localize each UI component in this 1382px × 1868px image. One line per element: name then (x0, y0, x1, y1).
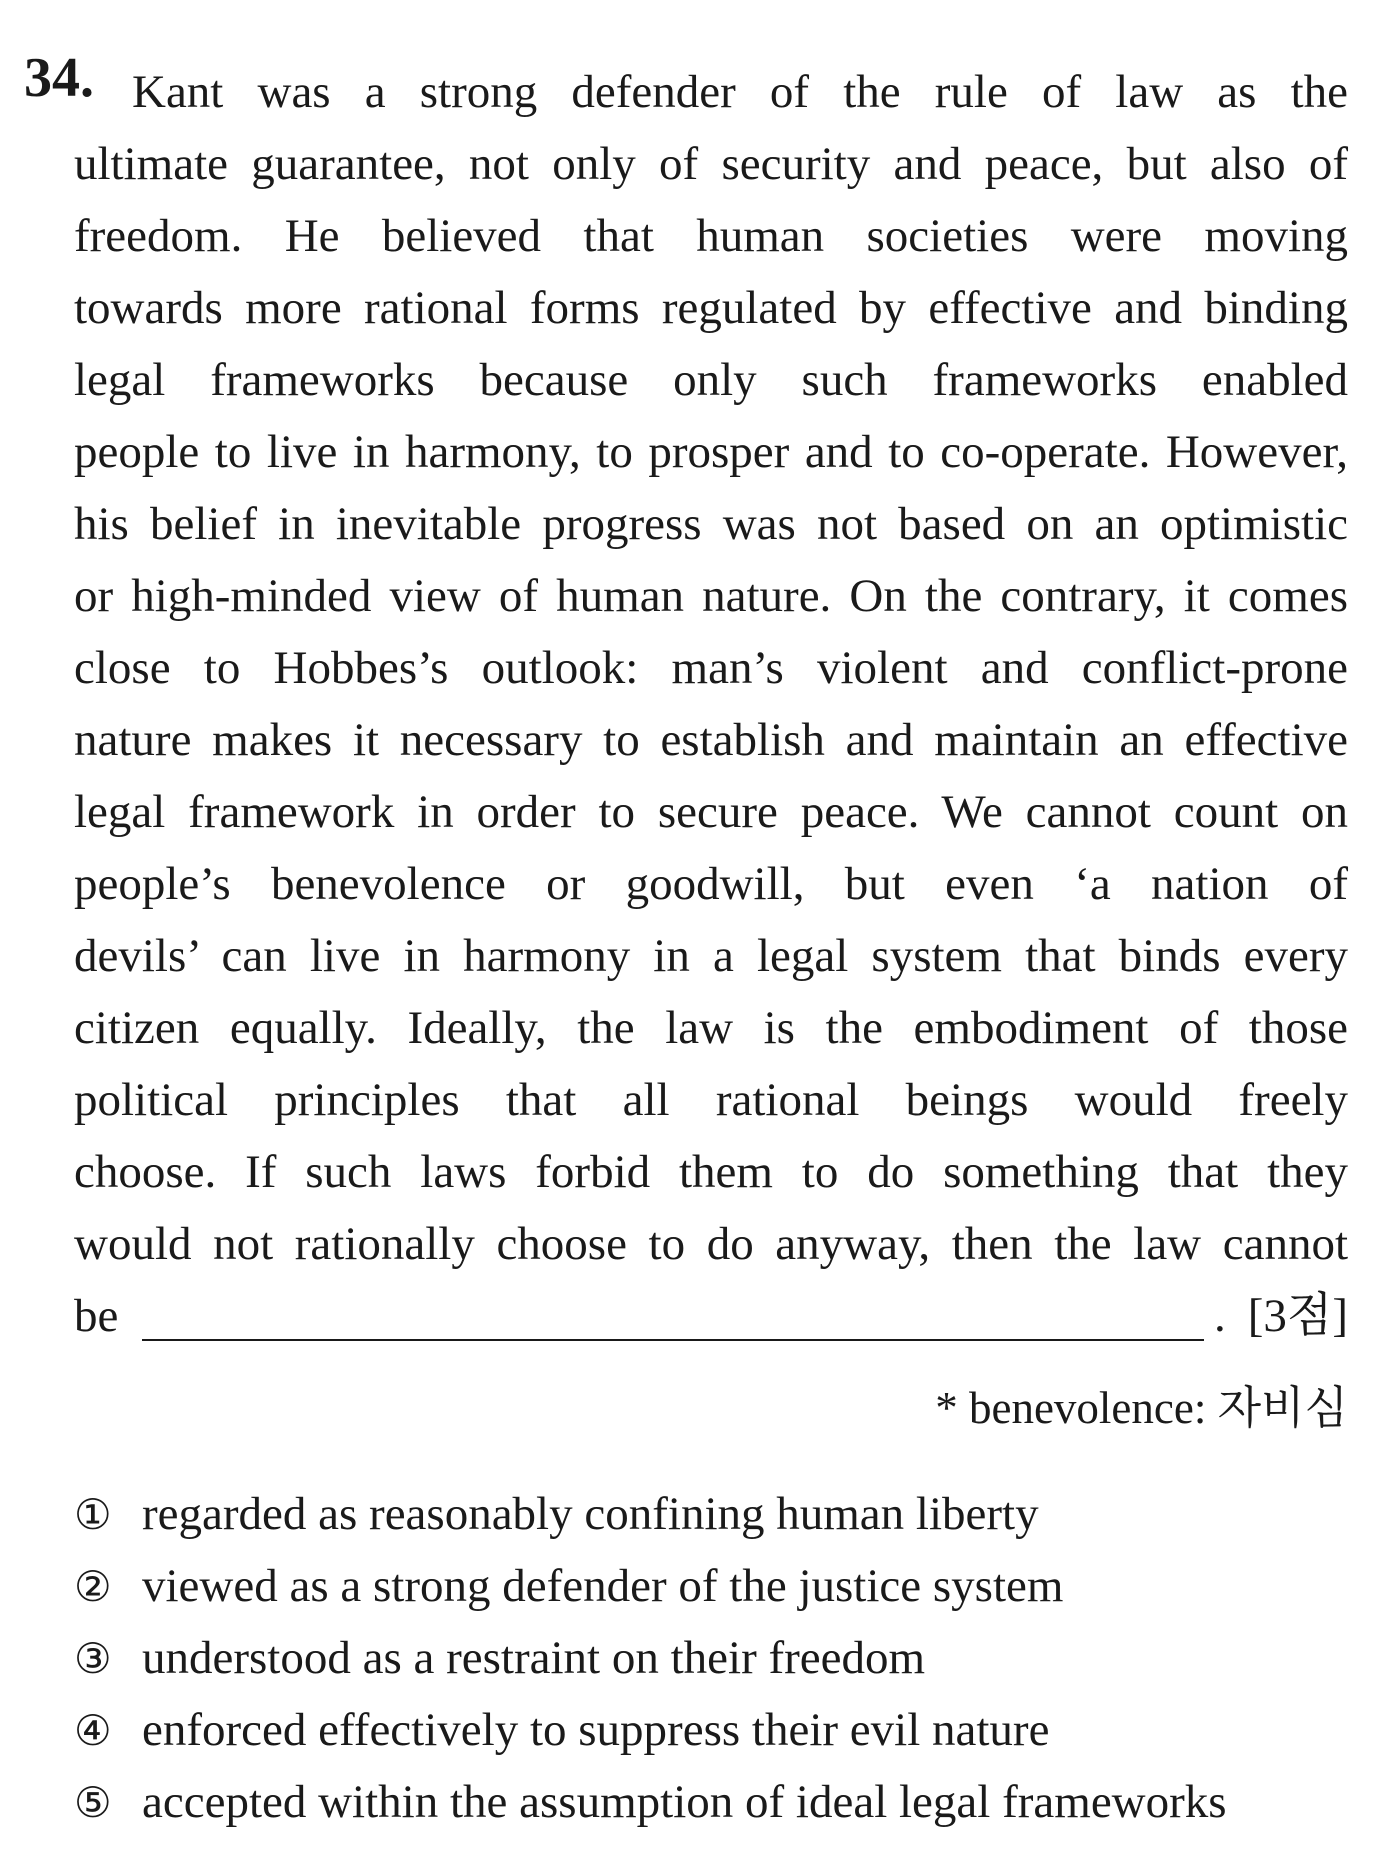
choice-number: ② (74, 1562, 112, 1611)
blank-prefix: be (74, 1290, 119, 1342)
passage-line: Kant was a strong defender of the rule of law as the (132, 66, 1348, 118)
answer-blank (142, 1299, 1204, 1341)
passage-line: nature makes it necessary to establish and maintain an effective (74, 714, 1348, 766)
answer-choice-5[interactable] (74, 1766, 1364, 1838)
passage-line: would not rationally choose to do anyway, then the law cannot (74, 1218, 1348, 1270)
passage-line: choose. If such laws forbid them to do something that they (74, 1146, 1348, 1198)
choice-text: regarded as reasonably confining human liberty (142, 1488, 1039, 1540)
points-label: [3점] (1247, 1290, 1348, 1342)
choice-number: ④ (74, 1706, 112, 1755)
blank-sentence (74, 1280, 1348, 1352)
passage-line: devils’ can live in harmony in a legal system that binds every (74, 930, 1348, 982)
passage-line: legal framework in order to secure peace. We cannot count on (74, 786, 1348, 838)
choice-text: understood as a restraint on their freedom (142, 1632, 926, 1684)
passage (74, 56, 1348, 1352)
answer-choice-3[interactable] (74, 1622, 1364, 1694)
passage-line: towards more rational forms regulated by effective and binding (74, 282, 1348, 334)
answer-choice-4[interactable] (74, 1694, 1364, 1766)
passage-line: people’s benevolence or goodwill, but even ‘a nation of (74, 858, 1348, 910)
passage-line: citizen equally. Ideally, the law is the embodiment of those (74, 1002, 1348, 1054)
passage-line: ultimate guarantee, not only of security and peace, but also of (74, 138, 1348, 190)
passage-line: legal frameworks because only such frameworks enabled (74, 354, 1348, 406)
answer-choice-2[interactable] (74, 1550, 1364, 1622)
choice-text: viewed as a strong defender of the justice system (142, 1560, 1064, 1612)
passage-line: his belief in inevitable progress was not based on an optimistic (74, 498, 1348, 550)
vocabulary-footnote: * benevolence: 자비심 (935, 1383, 1348, 1433)
passage-line: close to Hobbes’s outlook: man’s violent and conflict-prone (74, 642, 1348, 694)
answer-choice-1[interactable] (74, 1478, 1364, 1550)
choice-number: ③ (74, 1634, 112, 1683)
choice-number: ① (74, 1490, 112, 1539)
answer-choices (74, 1478, 1364, 1838)
passage-line: or high-minded view of human nature. On the contrary, it comes (74, 570, 1348, 622)
passage-line: people to live in harmony, to prosper and to co-operate. However, (74, 426, 1348, 478)
blank-suffix: . (1214, 1290, 1226, 1342)
passage-line: freedom. He believed that human societies were moving (74, 210, 1348, 262)
passage-line: political principles that all rational beings would freely (74, 1074, 1348, 1126)
question-number: 34. (24, 47, 94, 109)
choice-number: ⑤ (74, 1778, 112, 1827)
choice-text: accepted within the assumption of ideal legal frameworks (142, 1776, 1227, 1828)
choice-text: enforced effectively to suppress their evil nature (142, 1704, 1050, 1756)
